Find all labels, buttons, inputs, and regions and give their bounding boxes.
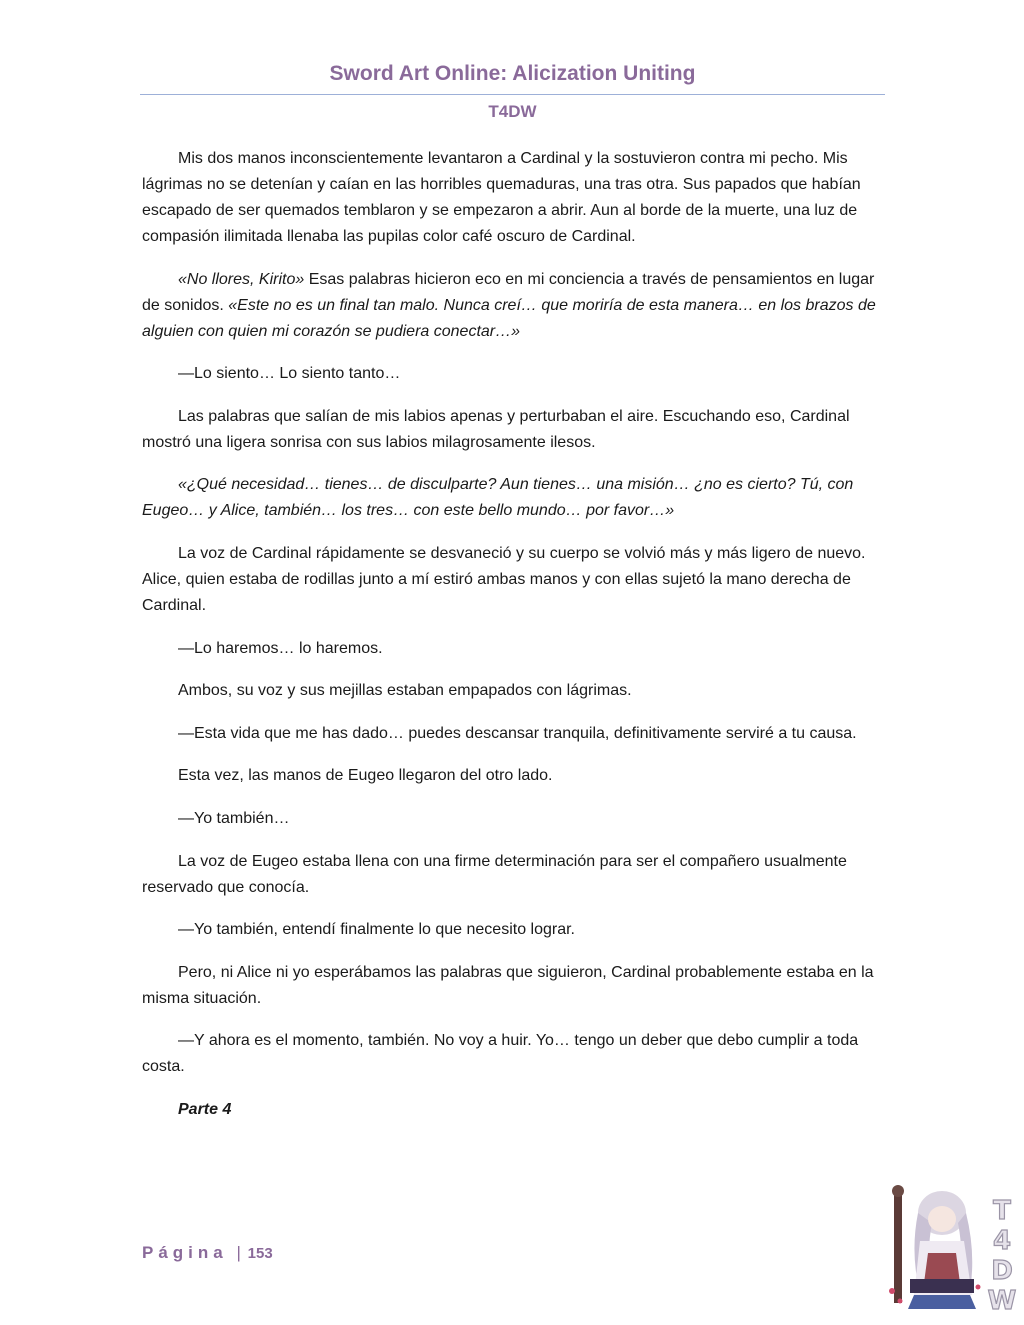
italic-thought: «¿Qué necesidad… tienes… de disculparte? Aun tienes… una misión… ¿no es cierto? Tú, con Eugeo… y Alice, también… los tres… con este bello mundo… por favor…» bbox=[142, 476, 854, 520]
italic-thought: «Este no es un final tan malo. Nunca creí… que moriría de esta manera… en los brazos de alguien con quien mi corazón se pudiera conectar…» bbox=[142, 296, 876, 340]
paragraph: La voz de Cardinal rápidamente se desvaneció y su cuerpo se volvió más y más ligero de nuevo. Alice, quien estaba de rodillas junto a mí estiró ambas manos y con ellas sujetó la mano derecha de Cardinal. bbox=[142, 544, 866, 614]
footer-separator: | bbox=[236, 1243, 241, 1262]
dialogue-line: —Yo también… bbox=[178, 809, 290, 827]
dialogue-line: —Y ahora es el momento, también. No voy a huir. Yo… tengo un deber que debo cumplir a toda costa. bbox=[142, 1032, 859, 1076]
logo-letter: W bbox=[987, 1286, 1017, 1313]
dialogue-line: —Lo siento… Lo siento tanto… bbox=[178, 365, 401, 383]
paragraph: Mis dos manos inconscientemente levantaron a Cardinal y la sostuvieron contra mi pecho. Mis lágrimas no se detenían y caían en las horribles quemaduras, una tras otra. Sus papados que habían escapado de ser quemados temblaron y se empezaron a abrir. Aun al borde de la muerte, una luz de compasión ilimitada llenaba las pupilas color café oscuro de Cardinal. bbox=[142, 150, 861, 245]
dialogue-line: —Lo haremos… lo haremos. bbox=[178, 639, 383, 657]
page-header bbox=[140, 60, 885, 123]
logo-letter: 4 bbox=[992, 1226, 1012, 1256]
page-label: Página bbox=[142, 1243, 228, 1262]
logo-letter: D bbox=[991, 1256, 1013, 1286]
paragraph bbox=[142, 472, 882, 524]
narration: Esas palabras hicieron eco en mi conciencia a través de pensamientos en lugar de sonidos. bbox=[142, 270, 875, 314]
paragraph: La voz de Eugeo estaba llena con una firme determinación para ser el compañero usualmente reservado que conocía. bbox=[142, 852, 847, 896]
paragraph: Pero, ni Alice ni yo esperábamos las palabras que siguieron, Cardinal probablemente estaba en la misma situación. bbox=[142, 963, 874, 1007]
paragraph: Las palabras que salían de mis labios apenas y perturbaban el aire. Escuchando eso, Cardinal mostró una ligera sonrisa con sus labios milagrosamente ilesos. bbox=[142, 407, 850, 451]
body-text bbox=[142, 146, 882, 1140]
logo-letters bbox=[988, 1196, 1017, 1313]
paragraph: Ambos, su voz y sus mejillas estaban empapados con lágrimas. bbox=[178, 682, 632, 700]
logo-letter: T bbox=[993, 1196, 1011, 1226]
page-footer bbox=[142, 1243, 273, 1263]
header-divider bbox=[140, 94, 885, 95]
paragraph bbox=[142, 267, 882, 345]
translator-tag: T4DW bbox=[488, 102, 537, 121]
dialogue-line: —Esta vida que me has dado… puedes descansar tranquila, definitivamente serviré a tu causa. bbox=[178, 724, 857, 742]
character-illustration bbox=[889, 1185, 981, 1309]
t4dw-logo bbox=[880, 1183, 1020, 1313]
section-heading: Parte 4 bbox=[178, 1100, 232, 1118]
italic-thought: «No llores, Kirito» bbox=[178, 270, 305, 288]
paragraph: Esta vez, las manos de Eugeo llegaron del otro lado. bbox=[178, 767, 553, 785]
book-title: Sword Art Online: Alicization Uniting bbox=[329, 62, 696, 85]
dialogue-line: —Yo también, entendí finalmente lo que necesito lograr. bbox=[178, 921, 575, 939]
page-number: 153 bbox=[247, 1245, 273, 1262]
